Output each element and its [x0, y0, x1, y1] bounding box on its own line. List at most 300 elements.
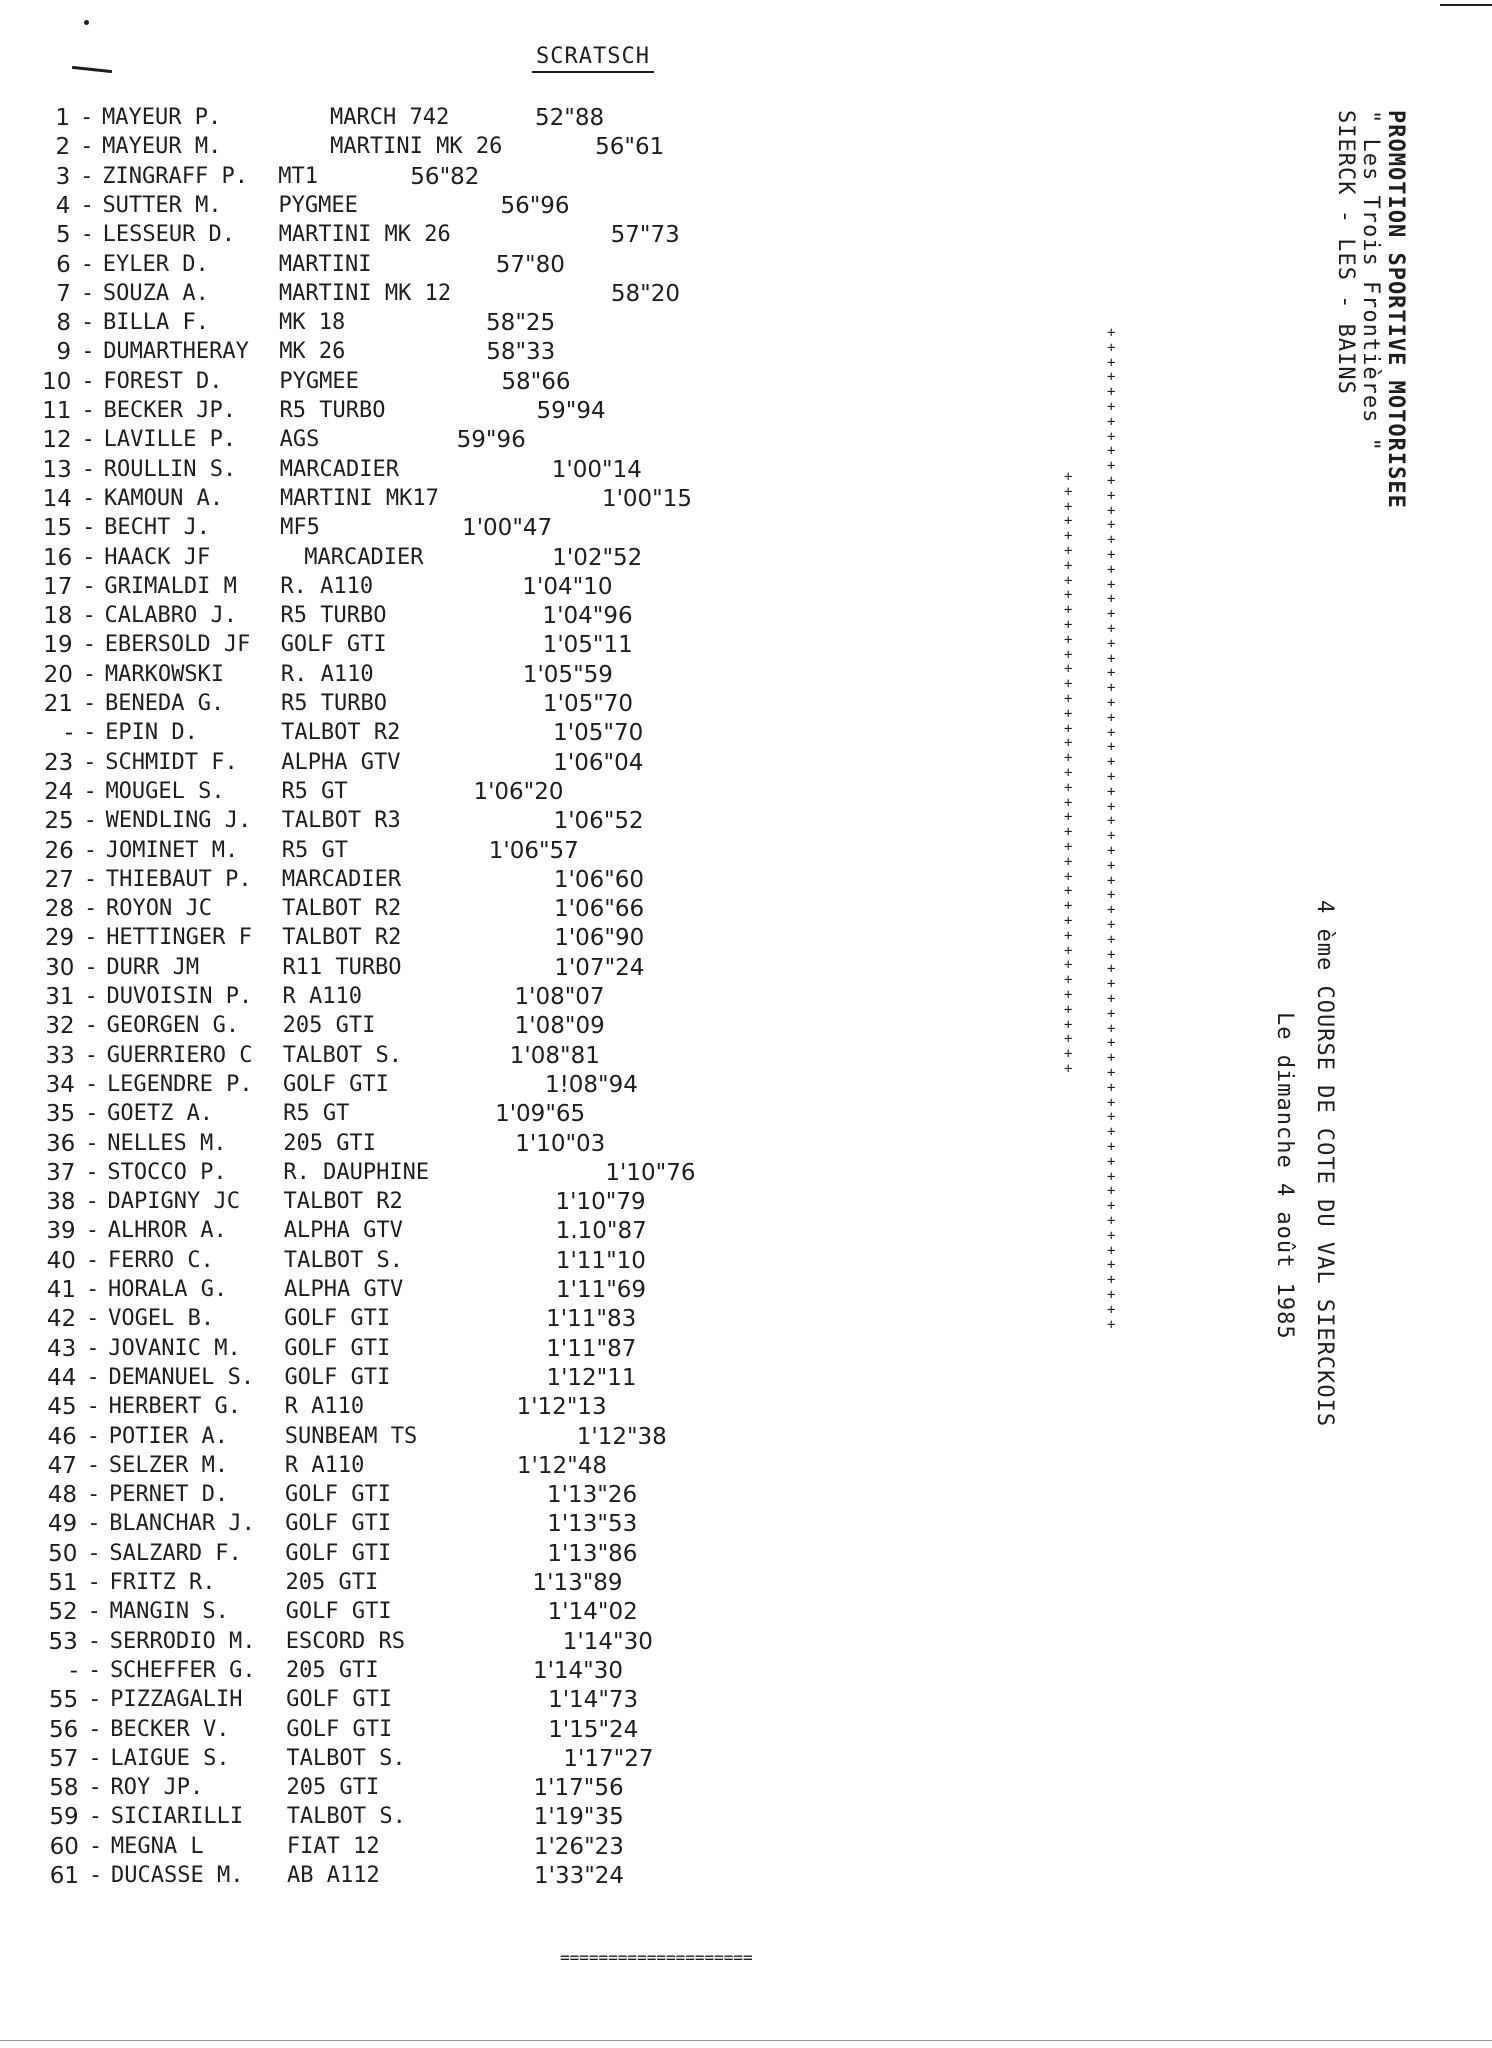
run-time: 1'13"53 [547, 1511, 638, 1538]
plus-mark: + [1064, 853, 1073, 870]
row-dash: - [84, 896, 98, 922]
result-position: 48 [47, 1482, 78, 1509]
result-position: 42 [46, 1306, 77, 1333]
car-model: PYGMEE [278, 192, 358, 218]
row-dash: - [80, 280, 95, 306]
run-time: 58"66 [501, 368, 571, 395]
car-model: GOLF GTI [285, 1540, 392, 1566]
plus-mark: + [1107, 1094, 1116, 1111]
driver-name: MOUGEL S. [105, 778, 225, 804]
car-model: R5 GT [281, 778, 348, 804]
plus-mark: + [1064, 528, 1073, 545]
plus-mark: + [1064, 942, 1073, 959]
row-dash: - [81, 485, 96, 511]
plus-mark: + [1107, 606, 1116, 623]
run-time: 56"82 [410, 163, 480, 190]
driver-name: PIZZAGALIH [110, 1687, 243, 1713]
run-time: 1'06"04 [553, 749, 644, 776]
run-time: 1'00"14 [551, 456, 642, 483]
run-time: 1'33"24 [534, 1863, 625, 1889]
result-position: 28 [44, 896, 75, 923]
result-position: 21 [43, 691, 73, 717]
plus-mark: + [1107, 961, 1116, 978]
row-dash: - [87, 1482, 101, 1508]
run-time: 1'15"24 [548, 1716, 639, 1743]
row-dash: - [82, 573, 96, 599]
driver-name: SELZER M. [108, 1452, 229, 1478]
plus-mark: + [1064, 839, 1073, 855]
driver-name: LESSEUR D. [102, 222, 236, 248]
driver-name: HAACK JF [104, 544, 211, 570]
run-time: 1'02"52 [552, 544, 643, 571]
result-position: 58 [49, 1775, 79, 1802]
car-model: GOLF GTI [285, 1482, 392, 1508]
plus-mark: + [1107, 976, 1116, 993]
plus-mark: + [1064, 750, 1073, 767]
car-model: MARCADIER [281, 866, 402, 892]
plus-mark: + [1107, 828, 1116, 845]
run-time: 1'17"27 [563, 1745, 654, 1772]
run-time: 1'06"60 [553, 866, 644, 893]
driver-name: GUERRIERO C [106, 1042, 253, 1068]
row-dash: - [88, 1833, 103, 1859]
result-position: 31 [45, 984, 75, 1010]
plus-mark: + [1064, 543, 1073, 559]
result-position: 40 [46, 1247, 76, 1274]
car-model: PYGMEE [279, 368, 359, 394]
result-position: 32 [45, 1013, 75, 1040]
organizer-subtitle: " Les Trois Frontières " [1358, 110, 1383, 452]
row-dash: - [82, 632, 96, 658]
driver-name: JOVANIC M. [108, 1335, 241, 1361]
driver-name: NELLES M. [107, 1130, 227, 1156]
plus-mark: + [1107, 384, 1116, 401]
row-dash: - [88, 1745, 102, 1771]
car-model: GOLF GTI [280, 632, 387, 658]
plus-mark: + [1107, 576, 1116, 593]
result-row [34, 954, 754, 982]
run-time: 1'12"13 [516, 1394, 607, 1421]
driver-name: ZINGRAFF P. [102, 163, 248, 189]
car-model: 205 GTI [282, 1013, 376, 1039]
result-position: 39 [46, 1218, 76, 1245]
row-dash: - [83, 837, 97, 863]
driver-name: ROULLIN S. [103, 456, 237, 482]
car-model: MARCADIER [279, 456, 400, 482]
result-row [38, 1628, 758, 1656]
result-position: 14 [42, 485, 72, 512]
plus-mark: + [1107, 813, 1116, 830]
row-dash: - [88, 1687, 102, 1713]
scan-edge [0, 2040, 1492, 2041]
row-dash: - [83, 808, 97, 834]
run-time: 1'17"56 [533, 1775, 624, 1802]
result-row [38, 1569, 758, 1597]
plus-mark: + [1107, 354, 1116, 371]
run-time: 57"80 [495, 251, 565, 278]
result-row [32, 514, 752, 542]
result-position: 20 [43, 661, 73, 688]
plus-mark: + [1107, 458, 1116, 475]
run-time: 56"96 [500, 192, 570, 219]
plus-mark: + [1107, 325, 1116, 341]
result-row [32, 426, 752, 454]
row-dash: - [87, 1511, 101, 1537]
result-row [39, 1833, 759, 1861]
row-dash: - [88, 1775, 102, 1801]
plus-mark: + [1107, 547, 1116, 563]
car-model: FIAT 12 [286, 1833, 380, 1859]
row-dash: - [88, 1716, 102, 1742]
result-position: 24 [44, 778, 74, 805]
row-dash: - [80, 192, 94, 218]
plus-mark: + [1107, 413, 1116, 430]
result-position: 53 [48, 1628, 78, 1655]
run-time: 1.10"87 [555, 1218, 647, 1245]
driver-name: FRITZ R. [109, 1570, 216, 1595]
car-model: R5 GT [283, 1101, 350, 1127]
car-model: TALBOT R2 [283, 1189, 403, 1215]
car-model: R5 TURBO [280, 603, 387, 629]
car-model: MT1 [278, 163, 319, 189]
car-model: MK 18 [279, 310, 346, 336]
car-model: 205 GTI [283, 1130, 376, 1156]
result-row [37, 1481, 757, 1509]
row-dash: - [84, 954, 98, 980]
row-dash: - [88, 1804, 102, 1830]
result-row [32, 544, 752, 572]
result-position: - [69, 1657, 78, 1684]
plus-mark: + [1107, 1301, 1116, 1318]
plus-mark: + [1107, 561, 1116, 578]
edge-mark [1440, 4, 1492, 6]
driver-name: ALHROR A. [107, 1218, 227, 1244]
result-row [35, 983, 755, 1011]
run-time: 58"25 [486, 310, 556, 337]
results-list [0, 0, 760, 1920]
result-row [31, 280, 751, 308]
row-dash: - [84, 984, 98, 1009]
plus-mark: + [1107, 665, 1116, 682]
result-row [34, 837, 754, 865]
plus-mark: + [1107, 502, 1116, 519]
plus-mark: + [1064, 779, 1073, 796]
plus-mark: + [1107, 1198, 1116, 1215]
run-time: 1'06"20 [473, 778, 564, 805]
result-position: 15 [42, 515, 73, 542]
result-row [31, 309, 751, 337]
car-model: GOLF GTI [284, 1335, 391, 1361]
result-row [38, 1598, 758, 1626]
run-time: 1'05"11 [542, 632, 633, 659]
car-model: R5 TURBO [279, 398, 386, 423]
plus-mark: + [1064, 987, 1073, 1003]
driver-name: DEMANUEL S. [108, 1364, 255, 1390]
result-row [33, 749, 753, 777]
plus-mark: + [1107, 798, 1116, 815]
plus-mark: + [1064, 972, 1073, 989]
result-position: 44 [47, 1364, 77, 1391]
car-model: 205 GTI [286, 1775, 380, 1801]
result-position: 49 [47, 1511, 78, 1538]
car-model: MF5 [280, 515, 320, 541]
driver-name: LEGENDRE P. [106, 1071, 253, 1097]
row-dash: - [81, 368, 95, 394]
plus-mark: + [1107, 695, 1116, 711]
result-row [33, 661, 753, 689]
result-position: 5 [55, 222, 71, 249]
result-position: 2 [55, 134, 71, 161]
run-time: 1'11"10 [555, 1247, 646, 1274]
result-row [30, 104, 750, 132]
car-model: GOLF GTI [285, 1511, 392, 1537]
plus-mark: + [1107, 650, 1116, 667]
driver-name: MAYEUR M. [102, 134, 222, 160]
plus-mark: + [1107, 1124, 1116, 1141]
result-position: 23 [44, 749, 74, 776]
car-model: 205 GTI [285, 1657, 379, 1683]
car-model: R. DAUPHINE [283, 1159, 430, 1185]
result-row [33, 778, 753, 806]
driver-name: BENEDA G. [105, 691, 225, 716]
driver-name: EPIN D. [105, 720, 198, 746]
result-row [30, 163, 750, 191]
result-position: 3 [55, 163, 71, 190]
driver-name: BECKER JP. [103, 398, 236, 423]
car-model: TALBOT R3 [281, 808, 401, 834]
plus-mark: + [1107, 1153, 1116, 1170]
row-dash: - [80, 134, 94, 160]
run-time: 1'05"70 [553, 720, 644, 747]
plus-mark: + [1107, 1065, 1116, 1081]
plus-mark: + [1064, 705, 1073, 722]
run-time: 1'10"79 [555, 1189, 646, 1216]
run-time: 1'14"02 [547, 1599, 638, 1626]
driver-name: PERNET D. [109, 1482, 229, 1508]
result-position: - [64, 720, 74, 747]
car-model: SUNBEAM TS [284, 1423, 418, 1449]
plus-mark: + [1064, 1061, 1073, 1077]
plus-mark: + [1064, 631, 1073, 648]
result-position: 12 [42, 427, 72, 454]
row-dash: - [85, 1218, 99, 1244]
result-row [35, 1100, 755, 1128]
plus-mark: + [1064, 868, 1073, 885]
plus-mark: + [1064, 602, 1073, 619]
result-row [35, 1042, 755, 1070]
plus-mark: + [1107, 487, 1116, 504]
result-position: 4 [55, 192, 71, 219]
driver-name: MANGIN S. [109, 1599, 229, 1625]
result-position: 18 [43, 603, 73, 630]
result-row [37, 1393, 757, 1421]
result-row [33, 690, 753, 718]
result-row [37, 1510, 757, 1538]
plus-mark: + [1064, 646, 1073, 663]
car-model: MK 26 [279, 339, 346, 365]
plus-mark: + [1107, 783, 1116, 800]
driver-name: GEORGEN G. [106, 1013, 240, 1039]
plus-mark: + [1064, 720, 1073, 737]
plus-mark: + [1107, 399, 1116, 415]
result-position: 41 [46, 1277, 76, 1303]
result-row [39, 1803, 759, 1831]
driver-name: SCHMIDT F. [105, 749, 238, 775]
result-row [37, 1452, 757, 1480]
result-row [36, 1364, 756, 1392]
run-time: 1'06"66 [554, 896, 645, 923]
event-date: Le dimanche 4 août 1985 [1272, 1012, 1297, 1340]
driver-name: HORALA G. [108, 1277, 228, 1302]
plus-mark: + [1064, 587, 1073, 604]
plus-mark: + [1064, 913, 1073, 929]
plus-mark: + [1107, 709, 1116, 726]
result-position: 11 [42, 398, 72, 424]
plus-mark: + [1064, 824, 1073, 841]
row-dash: - [87, 1599, 101, 1625]
row-dash: - [87, 1540, 101, 1566]
plus-mark: + [1064, 676, 1073, 693]
car-model: R11 TURBO [282, 954, 402, 980]
driver-name: SOUZA A. [102, 280, 209, 306]
run-time: 1'11"83 [546, 1306, 637, 1333]
plus-mark: + [1064, 898, 1073, 915]
result-row [32, 456, 752, 484]
car-model: GOLF GTI [282, 1071, 389, 1097]
plus-mark: + [1107, 769, 1116, 785]
plus-mark: + [1107, 1109, 1116, 1126]
run-time: 1'11"87 [546, 1335, 637, 1362]
result-row [34, 866, 754, 894]
result-position: 7 [56, 280, 71, 307]
result-row [31, 368, 751, 396]
result-position: 26 [44, 837, 74, 864]
plus-mark: + [1107, 591, 1116, 608]
result-position: 33 [45, 1042, 75, 1069]
result-position: 60 [49, 1833, 79, 1860]
run-time: 1'00"47 [462, 515, 553, 542]
result-row [31, 338, 751, 366]
plus-mark: + [1107, 369, 1116, 386]
run-time: 1'04"10 [522, 573, 613, 600]
car-model: MARCADIER [304, 544, 424, 570]
result-position: 35 [45, 1101, 76, 1128]
result-position: 29 [44, 925, 75, 952]
plus-mark: + [1064, 513, 1073, 530]
driver-name: VOGEL B. [108, 1306, 215, 1332]
plus-mark: + [1107, 1005, 1116, 1022]
car-model: TALBOT S. [283, 1247, 404, 1273]
car-model: TALBOT S. [286, 1804, 406, 1830]
car-model: ALPHA GTV [283, 1218, 403, 1244]
result-position: 61 [49, 1863, 79, 1889]
row-dash: - [85, 1189, 99, 1215]
row-dash: - [84, 1071, 99, 1097]
driver-name: CALABRO J. [104, 603, 237, 629]
result-row [38, 1686, 758, 1714]
result-position: 10 [42, 368, 72, 395]
run-time: 1'06"52 [553, 808, 644, 835]
driver-name: THIEBAUT P. [105, 866, 252, 892]
result-row [33, 631, 753, 659]
driver-name: SALZARD F. [109, 1540, 242, 1566]
result-row [35, 1130, 755, 1158]
driver-name: DUMARTHERAY [103, 339, 249, 365]
result-row [36, 1335, 756, 1363]
driver-name: FOREST D. [103, 368, 223, 394]
run-time: 1'00"15 [601, 485, 693, 512]
run-time: 57"73 [610, 222, 680, 249]
car-model: TALBOT R2 [281, 720, 401, 746]
organizer-name: PROMOTION SPORTIVE MOTORISEE [1383, 110, 1408, 509]
result-row [35, 1159, 755, 1187]
result-row [38, 1745, 758, 1773]
plus-mark: + [1107, 857, 1116, 874]
row-dash: - [83, 749, 97, 775]
driver-name: STOCCO P. [107, 1159, 227, 1185]
row-dash: - [80, 105, 94, 130]
result-row [36, 1276, 756, 1304]
row-dash: - [80, 251, 94, 277]
car-model: MARTINI MK 12 [278, 280, 452, 306]
plus-mark: + [1107, 931, 1116, 948]
run-time: 1'26"23 [533, 1833, 624, 1860]
driver-name: DURR JM [106, 954, 200, 980]
row-dash: - [86, 1277, 100, 1302]
car-model: TALBOT R2 [282, 925, 402, 951]
driver-name: SICIARILLI [110, 1804, 244, 1830]
plus-mark: + [1107, 621, 1116, 637]
result-position: 55 [48, 1687, 79, 1714]
car-model: GOLF GTI [286, 1687, 393, 1713]
car-model: GOLF GTI [286, 1716, 393, 1742]
plus-mark: + [1107, 917, 1116, 933]
driver-name: HERBERT G. [108, 1394, 242, 1420]
plus-mark: + [1064, 483, 1073, 500]
car-model: AB A112 [287, 1863, 380, 1888]
row-dash: - [85, 1101, 99, 1127]
result-row [37, 1423, 757, 1451]
driver-name: HETTINGER F [106, 925, 252, 951]
plus-mark: + [1107, 887, 1116, 904]
row-dash: - [87, 1570, 101, 1595]
result-position: 56 [48, 1716, 79, 1743]
result-position: 38 [46, 1189, 76, 1216]
car-model: R A110 [284, 1394, 365, 1420]
result-row [35, 1071, 755, 1099]
car-model: R A110 [282, 984, 362, 1009]
result-row [33, 719, 753, 747]
result-position: 50 [48, 1540, 78, 1567]
driver-name: MARKOWSKI [104, 661, 225, 687]
plus-mark: + [1064, 691, 1073, 707]
driver-name: LAVILLE P. [103, 427, 237, 453]
result-position: 1 [55, 105, 70, 131]
result-position: 16 [42, 544, 73, 571]
result-position: 45 [47, 1394, 77, 1421]
plus-mark: + [1064, 1031, 1073, 1048]
result-row [34, 807, 754, 835]
result-position: 27 [44, 866, 74, 893]
result-row [38, 1716, 758, 1744]
plus-mark: + [1107, 754, 1116, 771]
driver-name: BLANCHAR J. [109, 1511, 255, 1537]
driver-name: ROY JP. [110, 1775, 204, 1801]
row-dash: - [86, 1364, 100, 1390]
car-model: R5 TURBO [281, 691, 387, 716]
car-model: ALPHA GTV [281, 749, 401, 775]
result-position: 43 [47, 1335, 77, 1362]
